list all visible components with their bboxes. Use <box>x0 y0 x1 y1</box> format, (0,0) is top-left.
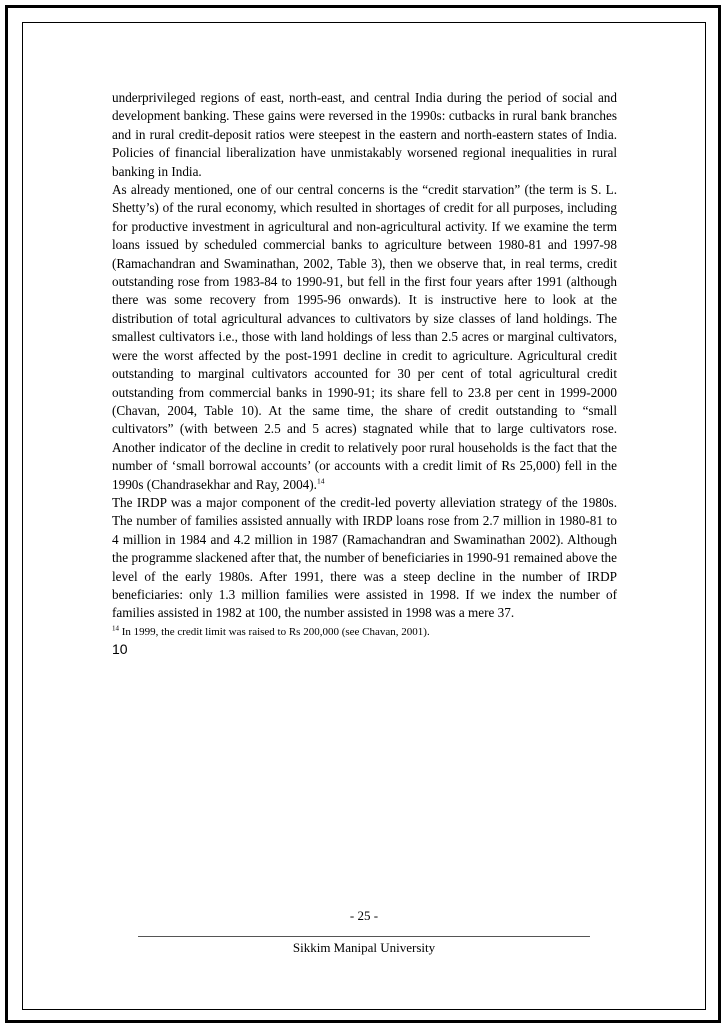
document-body <box>112 89 617 659</box>
footnote <box>112 625 617 640</box>
inline-page-number: 10 <box>112 640 128 657</box>
footer-institution: Sikkim Manipal University <box>292 940 436 955</box>
paragraph-regional-inequalities: underprivileged regions of east, north-east, and central India during the period of social and development banking. These gains were reversed in the 1990s: cutbacks in rural bank branches and in rural credit-deposit ratios were steepest in the eastern and north-eastern states of India. Policies of financial liberalization have unmistakably worsened regional inequalities in rural banking in India. <box>112 90 617 179</box>
page-number: - 25 - <box>349 908 379 923</box>
paragraph-credit-starvation <box>112 181 617 494</box>
footer-divider <box>138 936 590 937</box>
paragraph-credit-starvation-text: As already mentioned, one of our central concerns is the “credit starvation” (the term is S. L. Shetty’s) of the rural economy, which resulted in shortages of credit for all purposes, including for productive investment in agricultural and non-agricultural activity. If we examine the term loans issued by scheduled commercial banks to agriculture between 1980-81 and 1997-98 (Ramachandran and Swaminathan, 2002, Table 3), then we observe that, in real terms, credit outstanding rose from 1983-84 to 1990-91, but fell in the first four years after 1991 (although there was some recovery from 1995-96 onwards). It is instructive here to look at the distribution of total agricultural advances to cultivators by size classes of land holdings. The smallest cultivators i.e., those with land holdings of less than 2.5 acres or marginal cultivators, were the worst affected by the post-1991 decline in credit to agriculture. Agricultural credit outstanding to marginal cultivators accounted for 30 per cent of total agricultural credit outstanding from commercial banks in 1990-91; its share fell to 23.8 per cent in 1999-2000 (Chavan, 2004, Table 10). At the same time, the share of credit outstanding to “small cultivators” (with between 2.5 and 5 acres) stagnated while that to large cultivators rose. Another indicator of the decline in credit to relatively poor rural households is the fact that the number of ‘small borrowal accounts’ (or accounts with a credit limit of Rs 25,000) fell in the 1990s (Chandrasekhar and Ray, 2004). <box>112 182 617 492</box>
footnote-marker: 14 <box>112 624 119 633</box>
footnote-text: In 1999, the credit limit was raised to Rs 200,000 (see Chavan, 2001). <box>119 625 430 638</box>
footnote-reference: 14 <box>316 476 325 486</box>
paragraph-irdp: The IRDP was a major component of the credit-led poverty alleviation strategy of the 1980s. The number of families assisted annually with IRDP loans rose from 2.7 million in 1980-81 to 4 million in 1984 and 4.2 million in 1987 (Ramachandran and Swaminathan 2002). Although the programme slackened after that, the number of beneficiaries in 1990-91 remained above the level of the early 1980s. After 1991, there was a steep decline in the number of IRDP beneficiaries: only 1.3 million families were assisted in 1998. If we index the number of families assisted in 1982 at 100, the number assisted in 1998 was a mere 37. <box>112 494 617 621</box>
